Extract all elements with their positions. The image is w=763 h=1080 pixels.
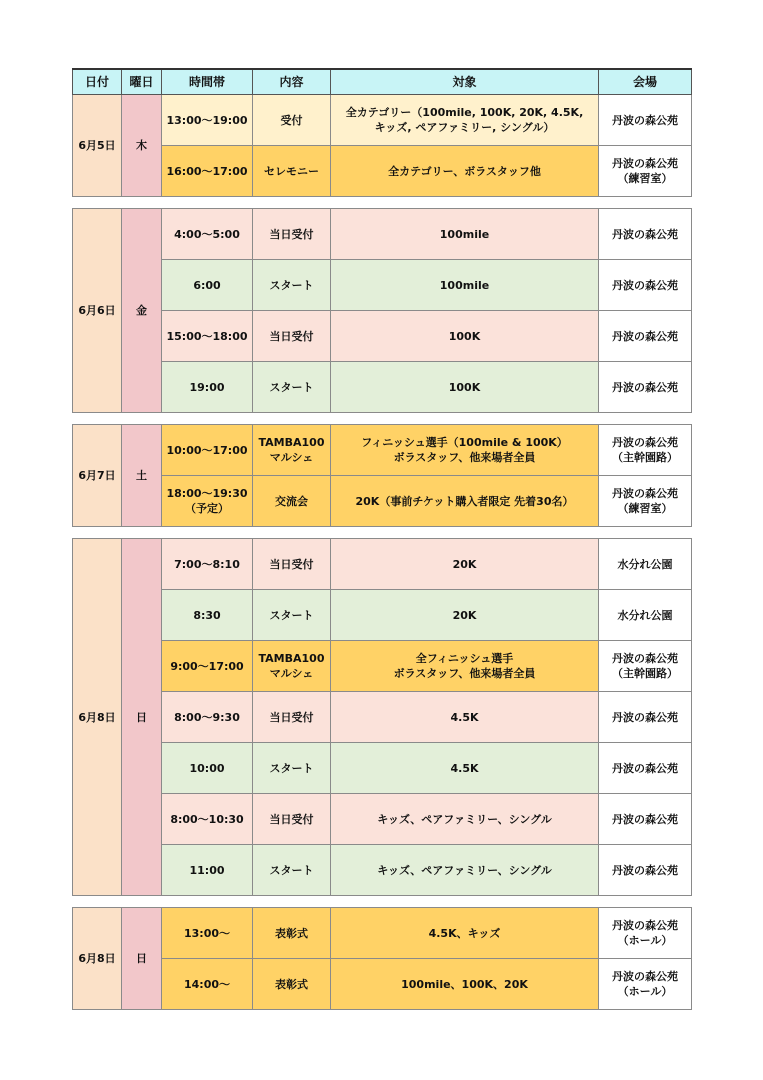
time-cell: 9:00〜17:00 xyxy=(162,641,253,692)
schedule-row xyxy=(73,476,692,527)
venue-cell: 水分れ公園 xyxy=(599,590,692,641)
target-cell: 4.5K、キッズ xyxy=(331,908,599,959)
header-row xyxy=(73,69,692,95)
content-cell: 受付 xyxy=(253,95,331,146)
target-cell: 100mile xyxy=(331,260,599,311)
schedule-row xyxy=(73,959,692,1010)
venue-cell: 丹波の森公苑 （ホール） xyxy=(599,908,692,959)
time-cell: 19:00 xyxy=(162,362,253,413)
section-spacer xyxy=(73,527,692,539)
time-cell: 11:00 xyxy=(162,845,253,896)
date-cell: 6月6日 xyxy=(73,209,122,413)
weekday-cell: 木 xyxy=(122,95,162,197)
time-cell: 16:00〜17:00 xyxy=(162,146,253,197)
venue-cell: 丹波の森公苑 xyxy=(599,209,692,260)
target-cell: 20K（事前チケット購入者限定 先着30名） xyxy=(331,476,599,527)
schedule-row xyxy=(73,146,692,197)
spacer-cell xyxy=(73,896,692,908)
venue-cell: 丹波の森公苑 xyxy=(599,794,692,845)
venue-cell: 丹波の森公苑 xyxy=(599,845,692,896)
venue-cell: 丹波の森公苑 xyxy=(599,95,692,146)
venue-cell: 丹波の森公苑 （練習室） xyxy=(599,476,692,527)
target-cell: キッズ、ペアファミリー、シングル xyxy=(331,794,599,845)
schedule-row xyxy=(73,590,692,641)
schedule-row xyxy=(73,362,692,413)
weekday-cell: 金 xyxy=(122,209,162,413)
schedule-row xyxy=(73,425,692,476)
schedule-body xyxy=(73,95,692,1010)
content-cell: スタート xyxy=(253,590,331,641)
content-cell: スタート xyxy=(253,260,331,311)
section-spacer xyxy=(73,197,692,209)
weekday-cell: 土 xyxy=(122,425,162,527)
schedule-row xyxy=(73,539,692,590)
target-cell: 100K xyxy=(331,362,599,413)
content-cell: スタート xyxy=(253,845,331,896)
header-dow: 曜日 xyxy=(122,69,162,95)
weekday-cell: 日 xyxy=(122,539,162,896)
date-cell: 6月7日 xyxy=(73,425,122,527)
venue-cell: 丹波の森公苑 （主幹園路） xyxy=(599,425,692,476)
content-cell: 当日受付 xyxy=(253,794,331,845)
venue-cell: 丹波の森公苑 xyxy=(599,743,692,794)
time-cell: 13:00〜 xyxy=(162,908,253,959)
content-cell: 当日受付 xyxy=(253,311,331,362)
content-cell: 交流会 xyxy=(253,476,331,527)
header-content: 内容 xyxy=(253,69,331,95)
target-cell: キッズ、ペアファミリー、シングル xyxy=(331,845,599,896)
header-target: 対象 xyxy=(331,69,599,95)
section-spacer xyxy=(73,896,692,908)
time-cell: 10:00 xyxy=(162,743,253,794)
spacer-cell xyxy=(73,527,692,539)
time-cell: 8:00〜10:30 xyxy=(162,794,253,845)
venue-cell: 丹波の森公苑 xyxy=(599,311,692,362)
schedule-table xyxy=(72,68,692,1010)
schedule-row xyxy=(73,794,692,845)
time-cell: 6:00 xyxy=(162,260,253,311)
time-cell: 14:00〜 xyxy=(162,959,253,1010)
schedule-row xyxy=(73,692,692,743)
content-cell: 表彰式 xyxy=(253,908,331,959)
schedule-row xyxy=(73,908,692,959)
content-cell: セレモニー xyxy=(253,146,331,197)
date-cell: 6月8日 xyxy=(73,908,122,1010)
target-cell: 100K xyxy=(331,311,599,362)
target-cell: 100mile xyxy=(331,209,599,260)
header-date: 日付 xyxy=(73,69,122,95)
time-cell: 8:00〜9:30 xyxy=(162,692,253,743)
venue-cell: 丹波の森公苑 （ホール） xyxy=(599,959,692,1010)
target-cell: 全カテゴリー（100mile, 100K, 20K, 4.5K, キッズ, ペアファミリー, シングル） xyxy=(331,95,599,146)
header-venue: 会場 xyxy=(599,69,692,95)
date-cell: 6月5日 xyxy=(73,95,122,197)
venue-cell: 丹波の森公苑 （練習室） xyxy=(599,146,692,197)
content-cell: TAMBA100 マルシェ xyxy=(253,425,331,476)
target-cell: 20K xyxy=(331,539,599,590)
venue-cell: 丹波の森公苑 （主幹園路） xyxy=(599,641,692,692)
time-cell: 8:30 xyxy=(162,590,253,641)
schedule-row xyxy=(73,95,692,146)
venue-cell: 水分れ公園 xyxy=(599,539,692,590)
content-cell: 表彰式 xyxy=(253,959,331,1010)
schedule-row xyxy=(73,641,692,692)
header-time: 時間帯 xyxy=(162,69,253,95)
content-cell: 当日受付 xyxy=(253,692,331,743)
target-cell: 20K xyxy=(331,590,599,641)
schedule-row xyxy=(73,311,692,362)
schedule-row xyxy=(73,743,692,794)
target-cell: 4.5K xyxy=(331,743,599,794)
content-cell: TAMBA100 マルシェ xyxy=(253,641,331,692)
time-cell: 13:00〜19:00 xyxy=(162,95,253,146)
spacer-cell xyxy=(73,197,692,209)
content-cell: 当日受付 xyxy=(253,539,331,590)
content-cell: 当日受付 xyxy=(253,209,331,260)
time-cell: 10:00〜17:00 xyxy=(162,425,253,476)
target-cell: 4.5K xyxy=(331,692,599,743)
section-spacer xyxy=(73,413,692,425)
time-cell: 7:00〜8:10 xyxy=(162,539,253,590)
time-cell: 15:00〜18:00 xyxy=(162,311,253,362)
target-cell: 100mile、100K、20K xyxy=(331,959,599,1010)
time-cell: 4:00〜5:00 xyxy=(162,209,253,260)
schedule-row xyxy=(73,260,692,311)
weekday-cell: 日 xyxy=(122,908,162,1010)
content-cell: スタート xyxy=(253,743,331,794)
schedule-row xyxy=(73,845,692,896)
time-cell: 18:00〜19:30 （予定） xyxy=(162,476,253,527)
content-cell: スタート xyxy=(253,362,331,413)
target-cell: 全フィニッシュ選手 ボラスタッフ、他来場者全員 xyxy=(331,641,599,692)
venue-cell: 丹波の森公苑 xyxy=(599,260,692,311)
venue-cell: 丹波の森公苑 xyxy=(599,692,692,743)
date-cell: 6月8日 xyxy=(73,539,122,896)
schedule-row xyxy=(73,209,692,260)
spacer-cell xyxy=(73,413,692,425)
venue-cell: 丹波の森公苑 xyxy=(599,362,692,413)
target-cell: フィニッシュ選手（100mile & 100K） ボラスタッフ、他来場者全員 xyxy=(331,425,599,476)
target-cell: 全カテゴリー、ボラスタッフ他 xyxy=(331,146,599,197)
